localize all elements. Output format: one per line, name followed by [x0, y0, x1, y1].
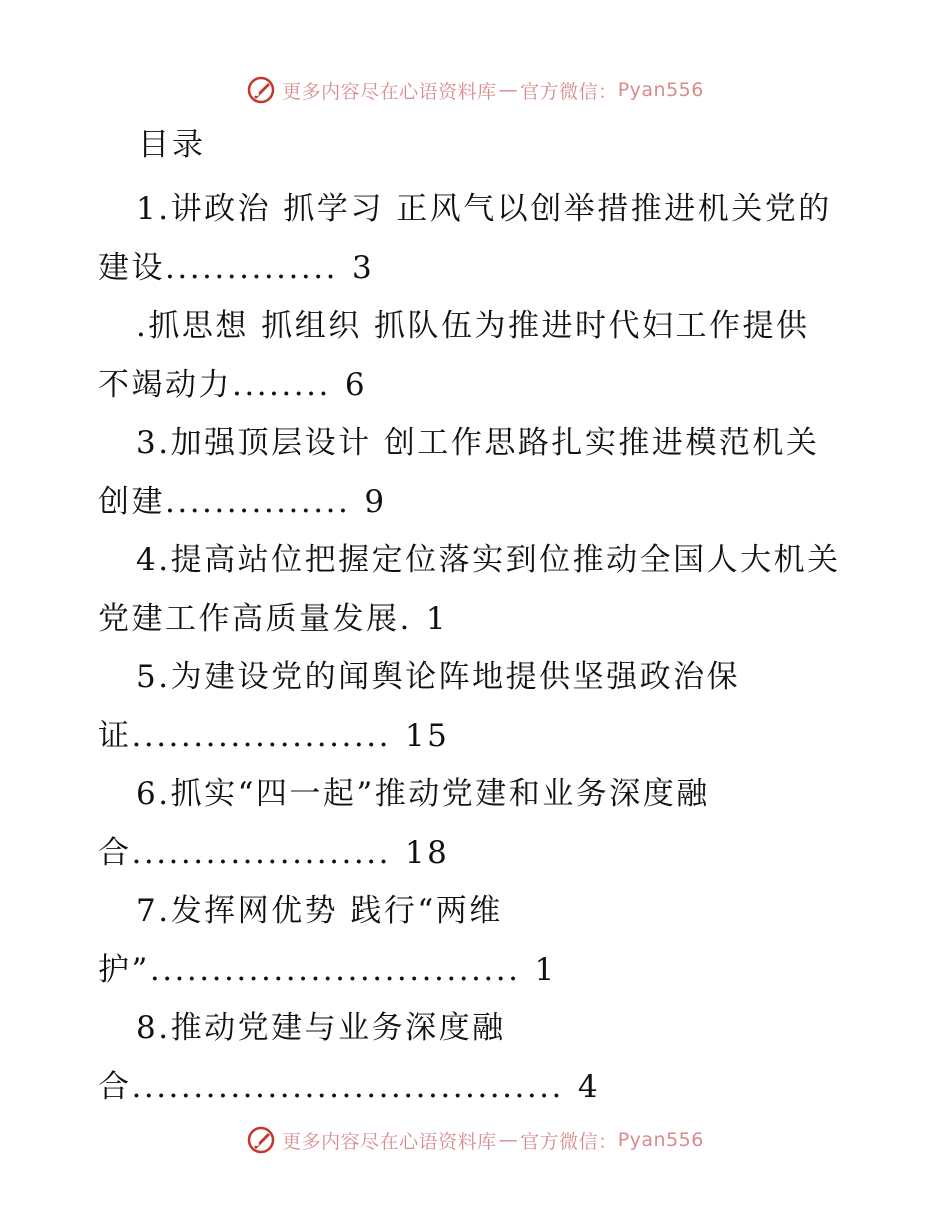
toc-entry-title: 1.讲政治 抓学习 正风气以创举措推进机关党的 [136, 191, 832, 227]
toc-entry-3[interactable] [98, 414, 878, 531]
toc-page-number: 9 [364, 483, 387, 520]
toc-entry-title-continued: 建设.............. [98, 249, 338, 286]
toc-entry-title: 4.提高站位把握定位落实到位推动全国人大机关 [136, 542, 841, 578]
toc-entry-leader [98, 356, 878, 415]
banner-site-text: 更多内容尽在心语资料库 [282, 80, 497, 103]
toc-title: 目录 [138, 127, 206, 163]
banner-separator: — [498, 1129, 519, 1151]
toc-entry-title: 8.推动党建与业务深度融 [136, 1010, 506, 1046]
toc-entry-leader [98, 473, 878, 532]
table-of-contents [98, 180, 878, 1116]
toc-entry-1[interactable] [98, 180, 878, 297]
toc-entry-leader [98, 590, 878, 649]
toc-entry-leader [98, 1058, 878, 1117]
toc-entry-title: 7.发挥网优势 践行“两维 [136, 893, 503, 929]
toc-entry-title: 6.抓实“四一起”推动党建和业务深度融 [136, 776, 710, 812]
toc-entry-leader [98, 239, 878, 298]
banner-separator: — [498, 79, 519, 101]
toc-entry-title-continued: 护”.............................. [98, 951, 521, 988]
footer-watermark-banner [0, 1120, 950, 1160]
toc-entry-leader [98, 824, 878, 883]
banner-wechat-id: Pyan556 [617, 1129, 704, 1151]
toc-entry-4[interactable] [98, 531, 878, 648]
toc-entry-title-continued: 党建工作高质量发展. [98, 600, 412, 637]
banner-wechat-id: Pyan556 [617, 79, 704, 101]
toc-entry-title-continued: 创建............... [98, 483, 351, 520]
toc-entry-6[interactable] [98, 765, 878, 882]
toc-entry-title: 3.加强顶层设计 创工作思路扎实推进模范机关 [136, 425, 820, 461]
toc-entry-2[interactable] [98, 297, 878, 414]
toc-entry-title: .抓思想 抓组织 抓队伍为推进时代妇工作提供 [136, 308, 810, 344]
quill-logo-icon [246, 1125, 276, 1155]
quill-logo-icon [246, 75, 276, 105]
toc-page-number: 3 [351, 249, 375, 286]
toc-page-number: 15 [404, 717, 450, 754]
banner-wechat-label: 官方微信： [520, 1130, 618, 1153]
toc-page-number: 4 [577, 1068, 601, 1105]
toc-page-number: 1 [425, 600, 449, 637]
toc-entry-title-continued: 不竭动力........ [98, 366, 331, 403]
toc-page-number: 18 [404, 834, 450, 871]
toc-entry-5[interactable] [98, 648, 878, 765]
toc-entry-title: 5.为建设党的闻舆论阵地提供坚强政治保 [136, 659, 741, 695]
toc-entry-8[interactable] [98, 999, 878, 1116]
toc-entry-title-continued: 证..................... [98, 717, 391, 754]
toc-page-number: 1 [534, 951, 557, 988]
toc-entry-leader [98, 941, 878, 1000]
banner-wechat-label: 官方微信： [520, 80, 618, 103]
toc-entry-leader [98, 707, 878, 766]
toc-entry-7[interactable] [98, 882, 878, 999]
banner-site-text: 更多内容尽在心语资料库 [282, 1130, 497, 1153]
toc-entry-title-continued: 合................................... [98, 1068, 564, 1105]
toc-page-number: 6 [344, 366, 368, 403]
header-watermark-banner [0, 70, 950, 110]
toc-entry-title-continued: 合..................... [98, 834, 391, 871]
